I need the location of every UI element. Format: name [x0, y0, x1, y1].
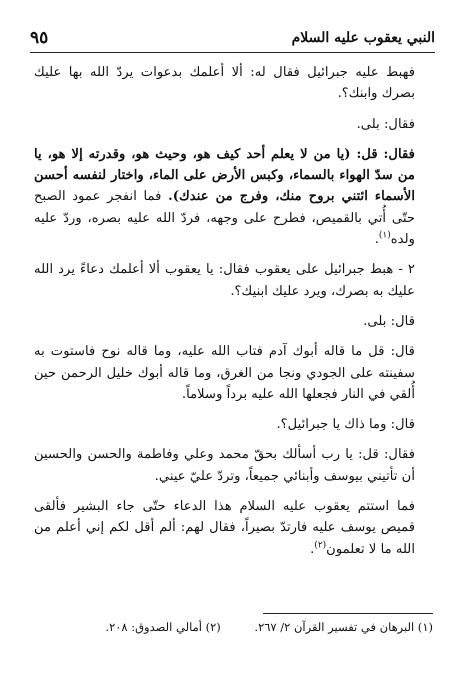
footnote-divider [263, 613, 433, 614]
page-header [30, 26, 435, 53]
punctuation: . [310, 541, 315, 557]
footnote: (١) البرهان في تفسير القرآن ٢/ ٢٦٧. [254, 620, 433, 634]
footnote: (٢) أمالي الصدوق: ٢٠٨. [105, 620, 221, 634]
narration-text: فما انفجر عمود الصبح حتّى أُتي بالقميص، فطرح على وجهه، فردّ الله عليه بصره، وردّ عليه ولده [34, 189, 415, 248]
paragraph: ٢ - هبط جبرائيل على يعقوب فقال: يا يعقوب ألا أعلمك دعاءً يرد الله عليك به بصرك، ويرد عليك ابنيك؟. [34, 262, 415, 299]
footnote-ref: (٢) [314, 540, 327, 551]
paragraph: فقال: قل: (يا من لا يعلم أحد كيف هو، وحيث هو، وقدرته إلا هو، يا من سدّ الهواء بالسماء، وكبس الأرض على الماء، واختار لنفسه أحسن الأسماء ائتني بروح منك، وفرج من عندك). فما انفجر عمود الصبح حتّى أُتي بالقميص، فطرح على وجهه، فردّ الله عليه بصره، وردّ عليه ولده$^{(١)}$. [34, 146, 416, 248]
footnote-ref: (١) [378, 230, 391, 241]
paragraph: قال: وما ذاك يا جبرائيل؟. [276, 417, 415, 433]
paragraph [34, 496, 433, 560]
page-number: ٩٥ [30, 28, 49, 48]
body-text [34, 62, 433, 569]
paragraph: قال: بلى. [363, 313, 415, 329]
footnotes [34, 620, 433, 634]
running-title: النبي يعقوب عليه السلام [291, 30, 435, 46]
supplication-text: فقال: قل: (يا من لا يعلم أحد كيف هو، وحيث هو، وقدرته إلا هو، يا من سدّ الهواء بالسماء، وكبس الأرض على الماء، واختار لنفسه أحسن الأسماء ائتني بروح منك، وفرج من عندك). [34, 146, 416, 205]
paragraph: فهبط عليه جبرائيل فقال له: ألا أعلمك بدعوات يردّ الله بها عليك بصرك وابنك؟. [34, 65, 415, 102]
paragraph: فقال: قل: يا رب أسألك بحقّ محمد وعلي وفاطمة والحسن والحسين أن تأتيني بيوسف وأبنائي جميعاً، وتردّ عليّ عيني. [34, 447, 415, 484]
narration-text: فما استتم يعقوب عليه السلام هذا الدعاء حتّى جاء البشير فألقى قميص يوسف عليه فارتدّ بصيراً، فقال لهم: ألم أقل لكم إني أعلم من الله ما لا تعلمون [34, 499, 415, 557]
paragraph: فقال: بلى. [356, 116, 415, 132]
paragraph: قال: قل ما قاله أبوك آدم فتاب الله عليه، وما قاله نوح فاستوت به سفينته على الجودي ونجا من الغرق، وما قاله أبوك خليل الرحمن حين أُلقي في النار فجعلها الله عليه برداً وسلاماً. [34, 344, 415, 402]
